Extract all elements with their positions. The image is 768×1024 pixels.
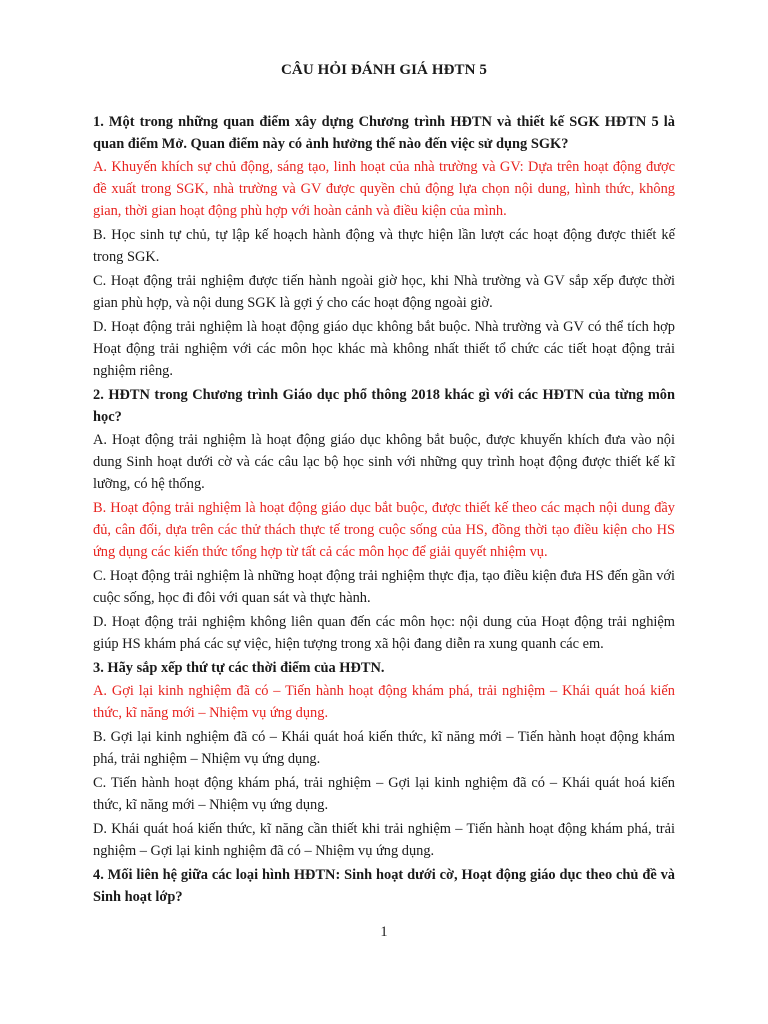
question-block-4: [93, 864, 675, 908]
question-3: 3. Hãy sắp xếp thứ tự các thời điểm của HĐTN.: [93, 660, 385, 676]
question-2: 2. HĐTN trong Chương trình Giáo dục phổ thông 2018 khác gì với các HĐTN của từng môn học?: [93, 387, 675, 425]
question-1: 1. Một trong những quan điểm xây dựng Chương trình HĐTN và thiết kế SGK HĐTN 5 là quan điểm Mở. Quan điểm này có ảnh hưởng thế nào đến việc sử dụng SGK?: [93, 114, 675, 152]
question-block-3: [93, 657, 675, 862]
document-page: [93, 62, 675, 909]
question-2-option-d: D. Hoạt động trải nghiệm không liên quan đến các môn học: nội dung của Hoạt động trải nghiệm giúp HS khám phá các sự việc, hiện tượng trong xã hội đang diễn ra xung quanh các em.: [93, 614, 675, 652]
document-title: CÂU HỎI ĐÁNH GIÁ HĐTN 5: [280, 62, 488, 78]
question-1-option-a: A. Khuyến khích sự chủ động, sáng tạo, linh hoạt của nhà trường và GV: Dựa trên hoạt động được đề xuất trong SGK, nhà trường và GV được quyền chủ động lựa chọn nội dung, hình thức, không gian, thời gian hoạt động phù hợp với hoàn cảnh và điều kiện của mình.: [93, 159, 675, 219]
question-4: 4. Mối liên hệ giữa các loại hình HĐTN: Sinh hoạt dưới cờ, Hoạt động giáo dục theo chủ đề và Sinh hoạt lớp?: [93, 867, 675, 905]
question-1-option-d: D. Hoạt động trải nghiệm là hoạt động giáo dục không bắt buộc. Nhà trường và GV có thể tích hợp Hoạt động trải nghiệm với các môn học khác mà không nhất thiết tổ chức các tiết hoạt động trải nghiệm riêng.: [93, 319, 675, 379]
question-block-1: [93, 111, 675, 382]
question-1-option-b: B. Học sinh tự chủ, tự lập kế hoạch hành động và thực hiện lần lượt các hoạt động được thiết kế trong SGK.: [93, 227, 675, 265]
question-2-option-a: A. Hoạt động trải nghiệm là hoạt động giáo dục không bắt buộc, được khuyến khích đưa vào nội dung Sinh hoạt dưới cờ và các câu lạc bộ học sinh với những quy trình hoạt động được thiết kế kĩ lưỡng, có hệ thống.: [93, 432, 675, 492]
page-number: 1: [380, 924, 388, 940]
question-2-option-b: B. Hoạt động trải nghiệm là hoạt động giáo dục bắt buộc, được thiết kế theo các mạch nội dung đầy đủ, cân đối, dựa trên các thử thách thực tế trong cuộc sống của HS, đồng thời tạo điều kiện cho HS ứng dụng các kiến thức tổng hợp từ tất cả các môn học để giải quyết nhiệm vụ.: [93, 500, 675, 560]
question-block-2: [93, 384, 675, 655]
question-2-option-c: C. Hoạt động trải nghiệm là những hoạt động trải nghiệm thực địa, tạo điều kiện đưa HS đến gần với cuộc sống, học đi đôi với quan sát và thực hành.: [93, 568, 675, 606]
question-3-option-a: A. Gợi lại kinh nghiệm đã có – Tiến hành hoạt động khám phá, trải nghiệm – Khái quát hoá kiến thức, kĩ năng mới – Nhiệm vụ ứng dụng.: [93, 683, 675, 721]
question-3-option-d: D. Khái quát hoá kiến thức, kĩ năng cần thiết khi trải nghiệm – Tiến hành hoạt động khám phá, trải nghiệm – Gợi lại kinh nghiệm đã có – Nhiệm vụ ứng dụng.: [93, 821, 675, 859]
question-3-option-c: C. Tiến hành hoạt động khám phá, trải nghiệm – Gợi lại kinh nghiệm đã có – Khái quát hoá kiến thức, kĩ năng mới – Nhiệm vụ ứng dụng.: [93, 775, 675, 813]
question-1-option-c: C. Hoạt động trải nghiệm được tiến hành ngoài giờ học, khi Nhà trường và GV sắp xếp được thời gian phù hợp, và nội dung SGK là gợi ý cho các hoạt động ngoài giờ.: [93, 273, 675, 311]
question-3-option-b: B. Gợi lại kinh nghiệm đã có – Khái quát hoá kiến thức, kĩ năng mới – Tiến hành hoạt động khám phá, trải nghiệm – Nhiệm vụ ứng dụng.: [93, 729, 675, 767]
